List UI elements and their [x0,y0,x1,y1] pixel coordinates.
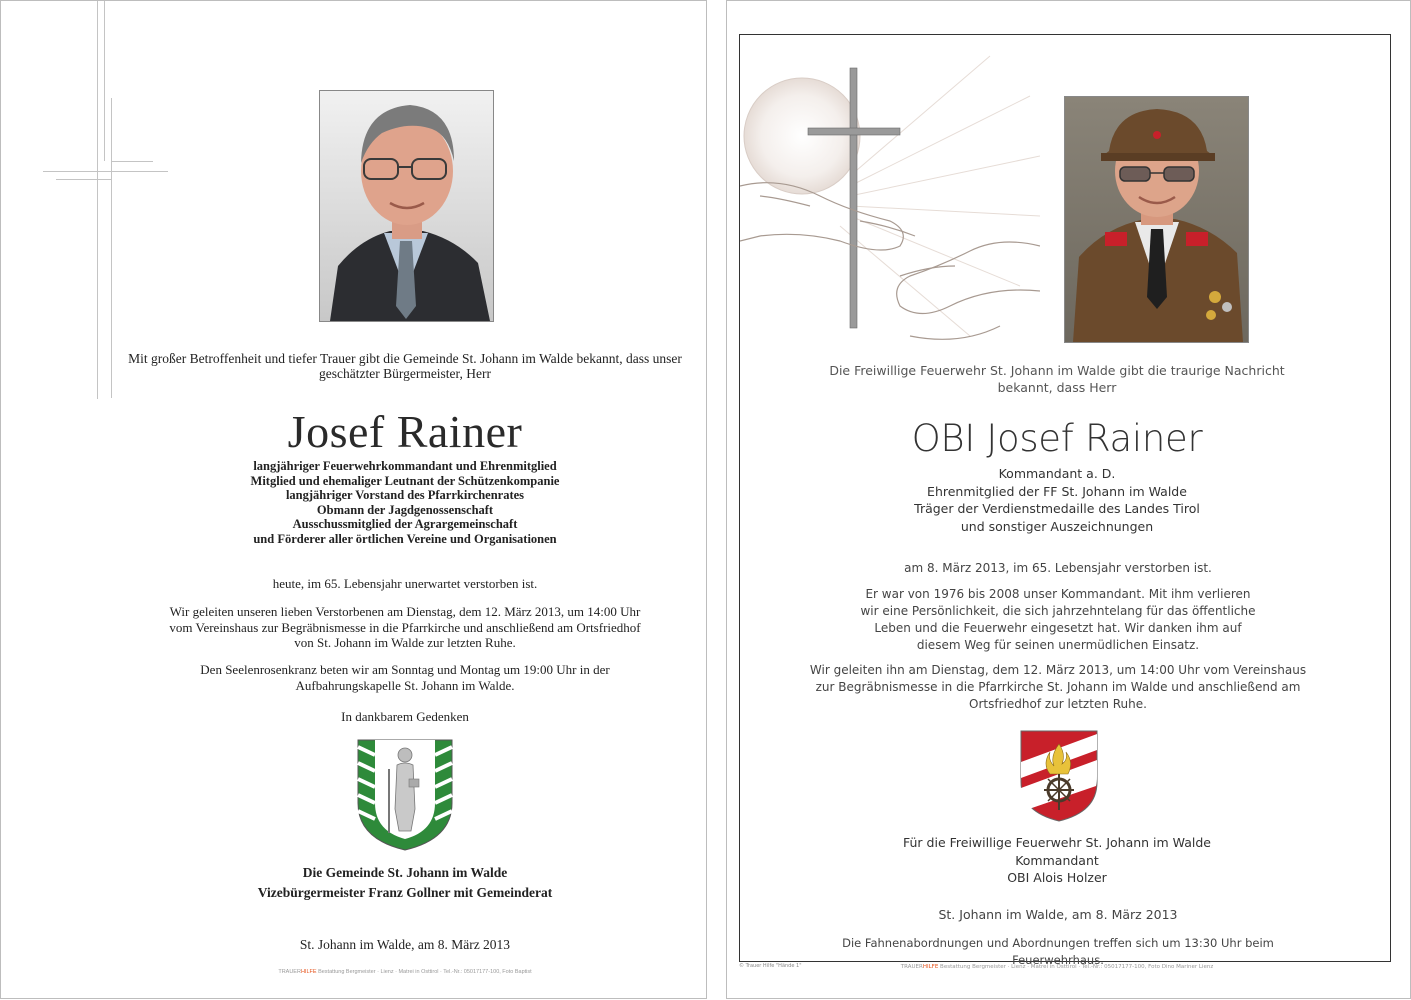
left-title-line: Ausschussmitglied der Agrargemeinschaft [292,517,518,532]
footer-brand-accent: HILFE [922,964,939,970]
portrait-man-illustration [320,91,493,321]
coat-of-arms-shield-icon [357,739,453,851]
footer-brand: TRAUER [900,964,923,970]
left-footer [100,968,710,976]
fire-brigade-emblem [1020,730,1098,822]
right-signature-block [812,834,1302,887]
left-portrait-photo [319,90,494,322]
left-deceased-name: Josef Rainer [287,406,523,457]
footer-brand: TRAUER [278,969,301,975]
right-flags-note: Die Fahnenabordnungen und Abordnungen treffen sich um 13:30 Uhr beim Feuerwehrhaus. [842,936,1274,967]
left-title-line: und Förderer aller örtlichen Vereine und Organisationen [253,531,557,546]
right-title-line: und sonstiger Auszeichnungen [960,518,1154,534]
left-death-line: heute, im 65. Lebensjahr unerwartet verstorben ist. [272,576,538,591]
right-title-line: Kommandant a. D. [998,466,1116,481]
right-signature-line: Kommandant [1015,852,1099,868]
municipal-coat-of-arms [357,739,453,851]
cross-vertical-line-1 [97,1,98,399]
cross-and-hands-illustration [740,36,1040,366]
right-death-line: am 8. März 2013, im 65. Lebensjahr verstorben ist. [904,561,1212,575]
left-title-line: langjähriger Vorstand des Pfarrkirchenrates [285,488,525,503]
portrait-firefighter-illustration [1065,97,1248,342]
left-signature-block [100,863,710,903]
left-place-date: St. Johann im Walde, am 8. März 2013 [299,937,511,952]
footer-brand-accent: HILFE [300,969,317,975]
cross-horizontal-line-3 [56,179,111,180]
footer-text: Bestattung Bergmeister · Lienz · Matrei in Osttirol · Tel.-Nr.: 05017177-100, Foto Baptist [318,969,532,975]
left-title-line: Obmann der Jagdgenossenschaft [316,502,494,517]
left-closing-text: In dankbarem Gedenken [341,709,469,724]
right-signature-line: OBI Alois Holzer [1007,870,1107,885]
left-signature-line: Die Gemeinde St. Johann im Walde [302,865,508,880]
right-place-date: St. Johann im Walde, am 8. März 2013 [938,907,1178,922]
right-tribute-text: Er war von 1976 bis 2008 unser Kommandant. Mit ihm verlieren wir eine Persönlichkeit, die sich jahrzehntelang für das öffentliche Leben und die Feuerwehr eingesetzt hat. Wir danken ihm auf diesem Weg für seinen unermüdlichen Einsatz. [860,587,1256,652]
left-signature-line: Vizebürgermeister Franz Gollner mit Gemeinderat [257,885,553,900]
hands-cross-art-icon [740,36,1040,366]
right-copyright-note: © Trauer Hilfe "Hände 1" [739,963,802,969]
left-intro-text: Mit großer Betroffenheit und tiefer Trauer gibt die Gemeinde St. Johann im Walde bekannt, dass unser geschätzter Bürgermeister, Herr [128,351,682,381]
right-footer [812,963,1302,971]
right-deceased-name: OBI Josef Rainer [911,417,1203,460]
left-funeral-text: Wir geleiten unseren lieben Verstorbenen am Dienstag, dem 12. März 2013, um 14:00 Uhr vom Vereinshaus zur Begräbnismesse in die Pfarrkirche und anschließend am Ortsfriedhof von St. Johann im Walde zur letzten Ruhe. [169,604,641,650]
cross-vertical-line-2 [104,1,105,161]
left-title-line: Mitglied und ehemaliger Leutnant der Schützenkompanie [250,473,560,488]
cross-horizontal-line-2 [43,171,168,172]
right-title-line: Ehrenmitglied der FF St. Johann im Walde [927,483,1187,499]
right-signature-line: Für die Freiwillige Feuerwehr St. Johann im Walde [903,835,1211,850]
fire-brigade-shield-icon [1020,730,1098,822]
right-titles-list [812,465,1302,535]
left-titles-list [100,459,710,547]
cross-horizontal-line-1 [111,161,153,162]
right-title-line: Träger der Verdienstmedaille des Landes Tirol [914,501,1200,516]
right-portrait-photo [1064,96,1249,343]
left-title-line: langjähriger Feuerwehrkommandant und Ehrenmitglied [253,459,557,473]
right-funeral-text: Wir geleiten ihn am Dienstag, dem 12. März 2013, um 14:00 Uhr vom Vereinshaus zur Begräbnismesse in die Pfarrkirche St. Johann im Walde und anschließend am Ortsfriedhof zur letzten Ruhe. [809,663,1307,711]
footer-text: Bestattung Bergmeister · Lienz · Matrei in Osttirol · Tel.-Nr.: 05017177-100, Foto Dino Mariner Lienz [940,964,1214,970]
left-rosary-text: Den Seelenrosenkranz beten wir am Sonntag und Montag um 19:00 Uhr in der Aufbahrungskapelle St. Johann im Walde. [200,662,610,693]
right-intro-text: Die Freiwillige Feuerwehr St. Johann im Walde gibt die traurige Nachricht bekannt, dass Herr [829,363,1285,395]
